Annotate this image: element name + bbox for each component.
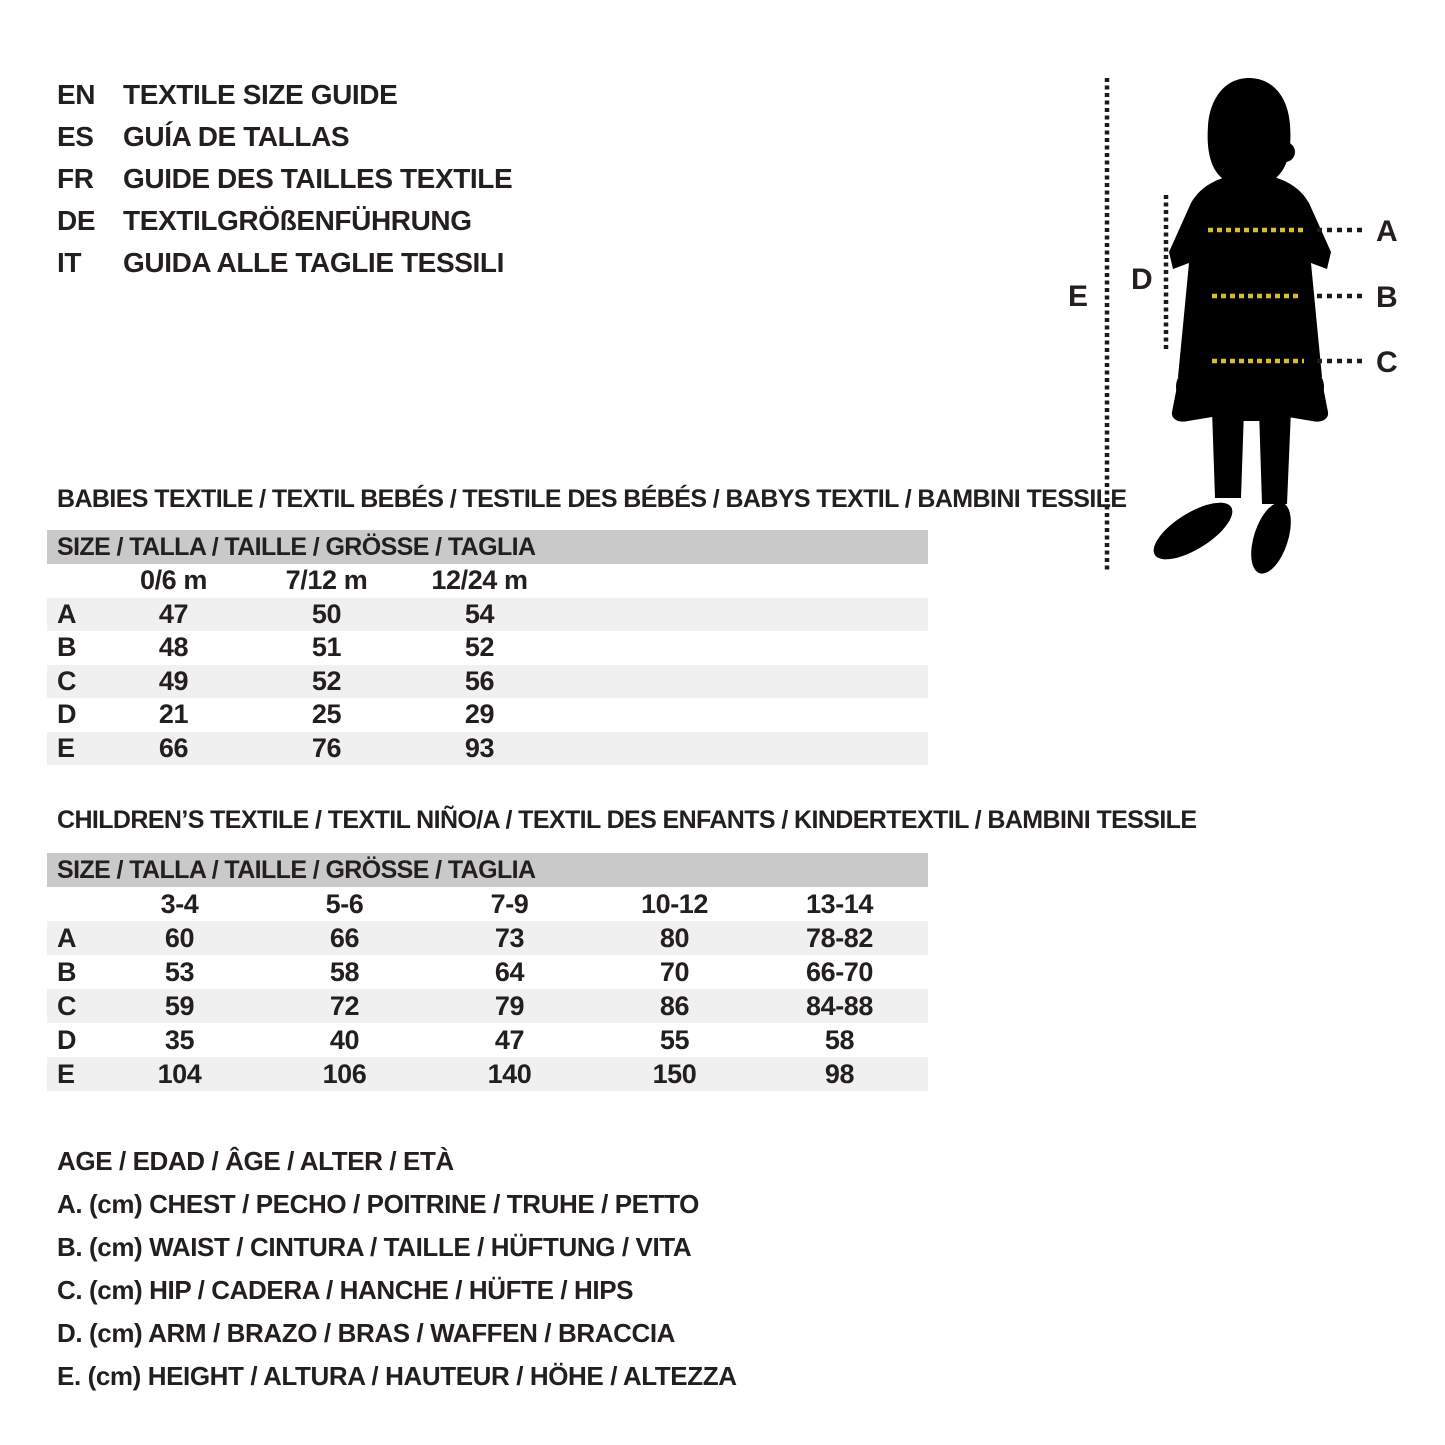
babies-size-table <box>47 530 928 765</box>
cell: 150 <box>652 1058 697 1089</box>
babies-col-0-6m: 0/6 m <box>139 565 208 596</box>
children-size-bar: SIZE / TALLA / TAILLE / GRÖSSE / TAGLIA <box>47 853 928 887</box>
title-row-en <box>57 74 512 116</box>
babies-section-heading: BABIES TEXTILE / TEXTIL BEBÉS / TESTILE DES BÉBÉS / BABYS TEXTIL / BAMBINI TESSILE <box>57 485 1127 513</box>
cell: 76 <box>311 732 342 763</box>
table-row <box>47 698 928 732</box>
cell: 48 <box>158 632 189 663</box>
table-row <box>47 989 928 1023</box>
title-es: GUÍA DE TALLAS <box>123 121 350 152</box>
children-col-7-9: 7-9 <box>490 888 529 919</box>
cell: 51 <box>311 632 342 663</box>
cell: 53 <box>164 956 195 987</box>
cell: 79 <box>494 990 525 1021</box>
children-section-heading: CHILDREN’S TEXTILE / TEXTIL NIÑO/A / TEXTIL DES ENFANTS / KINDERTEXTIL / BAMBINI TESSILE <box>57 806 1197 834</box>
label-e: E <box>1068 280 1088 313</box>
label-b: B <box>1376 281 1398 314</box>
row-label: D <box>57 1024 77 1055</box>
table-row <box>47 1057 928 1091</box>
legend-chest: A. (cm) CHEST / PECHO / POITRINE / TRUHE / PETTO <box>57 1189 699 1219</box>
legend-age: AGE / EDAD / ÂGE / ALTER / ETÀ <box>57 1146 454 1176</box>
title-row-it <box>57 242 512 284</box>
title-it: GUIDA ALLE TAGLIE TESSILI <box>123 247 504 278</box>
title-row-es <box>57 116 512 158</box>
cell: 29 <box>464 699 495 730</box>
babies-col-12-24m: 12/24 m <box>431 565 528 596</box>
row-label: C <box>57 665 77 696</box>
row-label: E <box>57 1058 75 1089</box>
table-row <box>47 598 928 632</box>
label-c: C <box>1376 346 1398 379</box>
legend-waist: B. (cm) WAIST / CINTURA / TAILLE / HÜFTUNG / VITA <box>57 1232 692 1262</box>
children-col-5-6: 5-6 <box>325 888 364 919</box>
children-size-table <box>47 853 928 1091</box>
children-column-header-row <box>47 887 928 921</box>
cell: 50 <box>311 598 342 629</box>
cell: 66 <box>329 922 360 953</box>
table-row <box>47 732 928 766</box>
cell: 72 <box>329 990 360 1021</box>
lang-code-de: DE <box>57 205 96 236</box>
row-label: E <box>57 732 75 763</box>
cell: 66-70 <box>805 956 874 987</box>
cell: 86 <box>659 990 690 1021</box>
cell: 60 <box>164 922 195 953</box>
lang-code-en: EN <box>57 79 96 110</box>
measurement-legend <box>57 1140 737 1398</box>
legend-height: E. (cm) HEIGHT / ALTURA / HAUTEUR / HÖHE / ALTEZZA <box>57 1361 737 1391</box>
cell: 58 <box>329 956 360 987</box>
cell: 55 <box>659 1024 690 1055</box>
cell: 73 <box>494 922 525 953</box>
cell: 104 <box>157 1058 202 1089</box>
lang-code-it: IT <box>57 247 82 278</box>
row-label: D <box>57 699 77 730</box>
child-silhouette <box>1145 78 1331 578</box>
cell: 35 <box>164 1024 195 1055</box>
babies-col-7-12m: 7/12 m <box>285 565 368 596</box>
cell: 56 <box>464 665 495 696</box>
legend-arm: D. (cm) ARM / BRAZO / BRAS / WAFFEN / BRACCIA <box>57 1318 676 1348</box>
title-de: TEXTILGRÖßENFÜHRUNG <box>123 205 472 236</box>
language-title-block <box>57 74 512 284</box>
babies-size-bar: SIZE / TALLA / TAILLE / GRÖSSE / TAGLIA <box>47 530 928 564</box>
lang-code-fr: FR <box>57 163 94 194</box>
cell: 47 <box>158 598 189 629</box>
cell: 52 <box>311 665 342 696</box>
cell: 84-88 <box>805 990 874 1021</box>
row-label: A <box>57 922 77 953</box>
cell: 140 <box>487 1058 532 1089</box>
children-col-10-12: 10-12 <box>640 888 709 919</box>
cell: 59 <box>164 990 195 1021</box>
cell: 25 <box>311 699 342 730</box>
table-row <box>47 921 928 955</box>
cell: 106 <box>322 1058 367 1089</box>
label-d: D <box>1131 263 1153 296</box>
title-fr: GUIDE DES TAILLES TEXTILE <box>123 163 513 194</box>
children-col-13-14: 13-14 <box>805 888 874 919</box>
children-col-3-4: 3-4 <box>160 888 199 919</box>
cell: 58 <box>824 1024 855 1055</box>
cell: 98 <box>824 1058 855 1089</box>
cell: 78-82 <box>805 922 874 953</box>
cell: 64 <box>494 956 525 987</box>
babies-column-header-row <box>47 564 928 598</box>
cell: 80 <box>659 922 690 953</box>
cell: 66 <box>158 732 189 763</box>
table-row <box>47 631 928 665</box>
title-row-de <box>57 200 512 242</box>
table-row <box>47 1023 928 1057</box>
table-row <box>47 955 928 989</box>
cell: 54 <box>464 598 495 629</box>
label-a: A <box>1376 215 1398 248</box>
title-row-fr <box>57 158 512 200</box>
title-en: TEXTILE SIZE GUIDE <box>123 79 398 110</box>
cell: 70 <box>659 956 690 987</box>
cell: 93 <box>464 732 495 763</box>
cell: 21 <box>158 699 189 730</box>
cell: 47 <box>494 1024 525 1055</box>
lang-code-es: ES <box>57 121 94 152</box>
legend-hip: C. (cm) HIP / CADERA / HANCHE / HÜFTE / HIPS <box>57 1275 634 1305</box>
cell: 49 <box>158 665 189 696</box>
cell: 52 <box>464 632 495 663</box>
row-label: A <box>57 598 77 629</box>
cell: 40 <box>329 1024 360 1055</box>
table-row <box>47 665 928 699</box>
row-label: C <box>57 990 77 1021</box>
row-label: B <box>57 632 77 663</box>
row-label: B <box>57 956 77 987</box>
